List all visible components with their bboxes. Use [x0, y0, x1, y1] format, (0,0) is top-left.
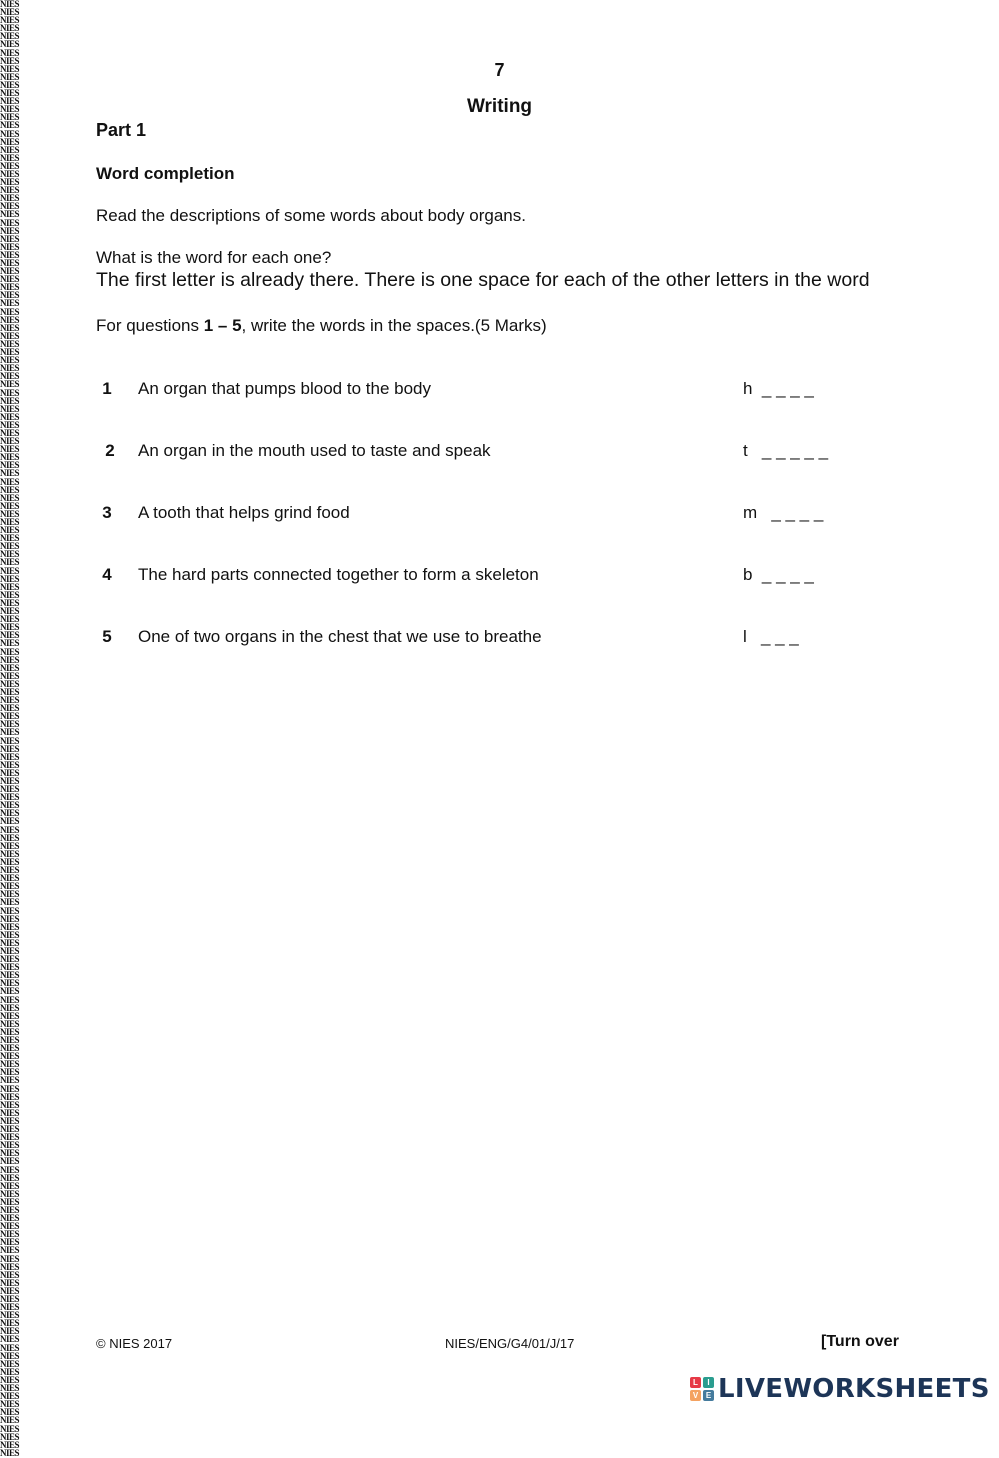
- task-title: Word completion: [96, 164, 235, 183]
- question-text: An organ that pumps blood to the body: [138, 379, 431, 398]
- instruction-line-4: [96, 316, 547, 336]
- logo-tile: L: [690, 1377, 701, 1388]
- question-text: The hard parts connected together to form a skeleton: [138, 565, 539, 584]
- question-number: 3: [102, 503, 112, 522]
- part-heading: Part 1: [96, 120, 147, 140]
- instruction-line-2: What is the word for each one?: [96, 248, 332, 267]
- logo-tile: E: [703, 1390, 714, 1401]
- page-number: 7: [494, 60, 505, 80]
- margin-watermark-strip: NIES NIES NIES NIES NIES NIES NIES NIES NIES NIES NIES NIES NIES NIES NIES NIES NIES NIES NIES NIES NIES NIES NIES NIES NIES NIES NIES NIES NIES NIES NIES NIES NIES NIES NIES NIES NIES NIES NIES NIES NIES NIES NIES NIES NIES NIES NIES NIES NIES NIES NIES NIES NIES NIES NIES NIES NIES NIES NIES NIES NIES NIES NIES NIES NIES NIES NIES NIES NIES NIES NIES NIES NIES NIES NIES NIES NIES NIES NIES NIES NIES NIES NIES NIES NIES NIES NIES NIES NIES NIES NIES NIES NIES NIES NIES NIES NIES NIES NIES NIES NIES NIES NIES NIES NIES NIES NIES NIES NIES NIES NIES NIES NIES NIES NIES NIES NIES NIES NIES NIES NIES NIES NIES NIES NIES NIES NIES NIES NIES NIES NIES NIES NIES NIES NIES NIES NIES NIES NIES NIES NIES NIES NIES NIES NIES NIES NIES NIES NIES NIES NIES NIES NIES NIES NIES NIES NIES NIES NIES NIES NIES NIES NIES NIES NIES NIES NIES NIES NIES NIES NIES NIES NIES NIES NIES NIES NIES NIES NIES NIES: [0, 0, 26, 1413]
- brand-logo-icon: [690, 1377, 714, 1401]
- answer-blank[interactable]: t _ _ _ _ _: [743, 441, 829, 460]
- question-text: An organ in the mouth used to taste and speak: [138, 441, 491, 460]
- instruction-line-3: The first letter is already there. There is one space for each of the other letters in the word: [96, 269, 870, 291]
- question-number: 2: [105, 441, 115, 460]
- answer-blank[interactable]: l _ _ _: [743, 627, 799, 646]
- instruction-line-1: Read the descriptions of some words about body organs.: [96, 206, 526, 225]
- answer-blank[interactable]: h _ _ _ _: [743, 379, 814, 398]
- section-title: Writing: [466, 96, 533, 117]
- question-number: 5: [102, 627, 112, 646]
- instruction-prefix: For questions: [96, 316, 204, 335]
- logo-tile: I: [703, 1377, 714, 1388]
- question-number: 1: [102, 379, 112, 398]
- footer-copyright: © NIES 2017: [96, 1336, 173, 1351]
- answer-blank[interactable]: m _ _ _ _: [743, 503, 824, 522]
- question-text: A tooth that helps grind food: [138, 503, 350, 522]
- turn-over-label: [Turn over: [821, 1333, 899, 1350]
- answer-blank[interactable]: b _ _ _ _: [743, 565, 814, 584]
- question-text: One of two organs in the chest that we use to breathe: [138, 627, 542, 646]
- instruction-suffix: , write the words in the spaces.(5 Marks): [241, 316, 547, 335]
- question-number: 4: [102, 565, 112, 584]
- footer-code: NIES/ENG/G4/01/J/17: [445, 1336, 575, 1351]
- liveworksheets-logo[interactable]: [690, 1372, 990, 1406]
- brand-name: LIVEWORKSHEETS: [718, 1374, 990, 1404]
- logo-tile: V: [690, 1390, 701, 1401]
- question-range: 1 – 5: [203, 316, 242, 335]
